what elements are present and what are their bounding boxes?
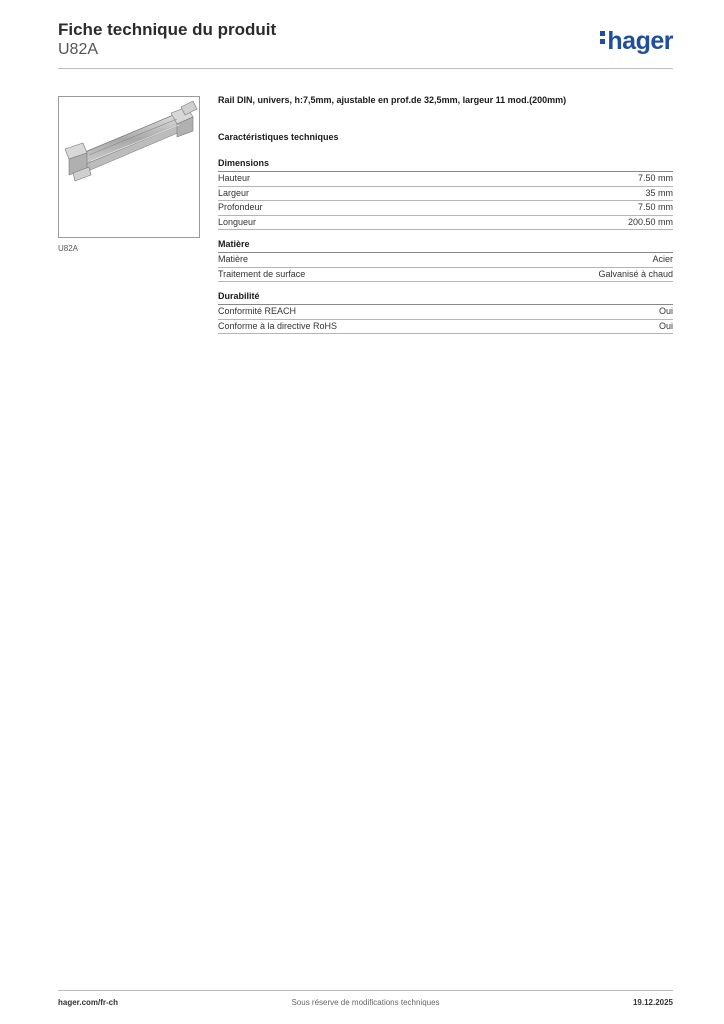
spec-label: Longueur xyxy=(218,216,257,227)
spec-label: Matière xyxy=(218,254,249,264)
header-divider xyxy=(58,68,673,69)
footer-divider xyxy=(58,990,673,991)
spec-label: Conformité REACH xyxy=(218,306,297,316)
spec-value: 35 mm xyxy=(645,187,673,198)
spec-label: Profondeur xyxy=(218,202,263,212)
group-title: Dimensions xyxy=(218,157,673,172)
spec-value: Oui xyxy=(658,320,673,331)
spec-label: Hauteur xyxy=(218,173,251,183)
spec-row xyxy=(218,320,673,335)
spec-row xyxy=(218,253,673,268)
group-title: Matière xyxy=(218,238,673,253)
din-rail-illustration xyxy=(59,97,199,237)
spec-row xyxy=(218,268,673,283)
product-image xyxy=(58,96,200,238)
image-caption: U82A xyxy=(58,244,79,253)
spec-value: Galvanisé à chaud xyxy=(598,268,673,279)
spec-group-dimensions xyxy=(218,157,673,230)
spec-value: Oui xyxy=(658,306,673,316)
spec-label: Largeur xyxy=(218,187,250,198)
spec-value: 200.50 mm xyxy=(627,216,673,227)
spec-value: Acier xyxy=(652,254,673,264)
spec-row xyxy=(218,187,673,202)
product-description: Rail DIN, univers, h:7,5mm, ajustable en prof.de 32,5mm, largeur 11 mod.(200mm) xyxy=(218,95,567,105)
spec-value: 7.50 mm xyxy=(637,173,673,183)
page-header xyxy=(58,20,673,70)
spec-row xyxy=(218,172,673,187)
footer-website-link[interactable]: hager.com/fr-ch xyxy=(58,998,119,1007)
page-title: Fiche technique du produit xyxy=(58,20,277,39)
spec-value: 7.50 mm xyxy=(637,202,673,212)
page-footer xyxy=(58,998,673,1010)
footer-notice: Sous réserve de modifications techniques xyxy=(291,998,440,1007)
spec-group-material xyxy=(218,238,673,282)
logo-text: hager xyxy=(607,27,673,55)
spec-row xyxy=(218,305,673,320)
group-title: Durabilité xyxy=(218,290,673,305)
spec-row xyxy=(218,201,673,216)
product-reference: U82A xyxy=(58,41,99,58)
spec-label: Traitement de surface xyxy=(218,268,306,279)
product-details xyxy=(218,94,673,342)
logo-colon-mark xyxy=(600,28,605,47)
technical-specs-heading: Caractéristiques techniques xyxy=(218,132,339,142)
hager-logo xyxy=(600,28,673,54)
spec-label: Conforme à la directive RoHS xyxy=(218,320,338,331)
footer-date: 19.12.2025 xyxy=(632,998,673,1007)
spec-row xyxy=(218,216,673,231)
spec-group-durability xyxy=(218,290,673,334)
